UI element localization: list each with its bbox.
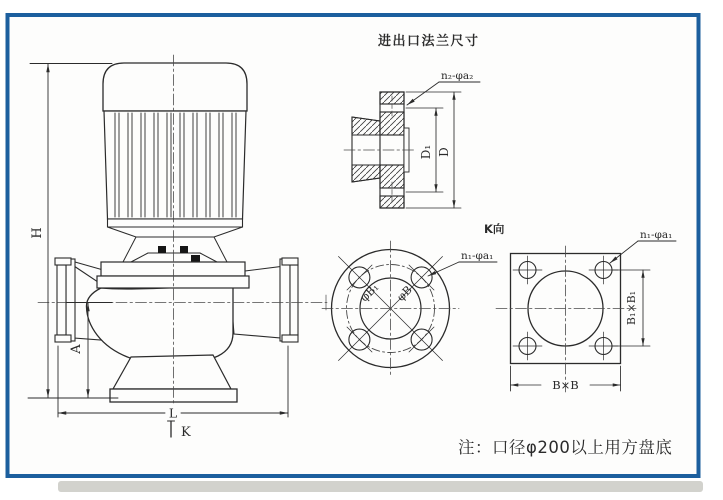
coupling-bolt-right (180, 246, 188, 253)
dim-label-bxb: B×B (552, 378, 579, 392)
drawing-note: 注：口径φ200以上用方盘底 (458, 438, 673, 457)
square-bolt-callout-label: n₁-φa₁ (640, 229, 673, 241)
dim-label-l: L (168, 405, 178, 421)
dim-label-d: D (437, 147, 451, 157)
suction-flange (55, 258, 75, 342)
pedestal (113, 355, 231, 389)
circular-bolt-callout-label: n₁-φa₁ (461, 250, 494, 262)
dim-label-b1xb1: B₁×B₁ (625, 290, 638, 326)
dim-label-k: K (181, 425, 191, 440)
dim-label-a: A (69, 344, 84, 354)
motor-fin-body (104, 111, 246, 219)
k-direction-label: K向 (484, 222, 505, 236)
pump-top-plate (101, 262, 245, 276)
dim-label-bolt-circle-dia: φB₁ (357, 280, 382, 305)
discharge-flange (280, 258, 298, 342)
frame-shadow (58, 481, 703, 492)
coupling-bolt-left (158, 246, 166, 253)
flange-section-title: 进出口法兰尺寸 (378, 34, 480, 49)
dim-label-outer-dia: φB (394, 283, 415, 304)
pump-casing-cover (97, 276, 249, 288)
motor-cap (103, 63, 247, 111)
motor (103, 63, 247, 237)
motor-lower-band (108, 219, 243, 227)
bolt-callout-label: n₂-φa₂ (441, 70, 474, 82)
dim-label-h: H (30, 227, 45, 239)
dim-label-d1: D₁ (419, 144, 433, 160)
